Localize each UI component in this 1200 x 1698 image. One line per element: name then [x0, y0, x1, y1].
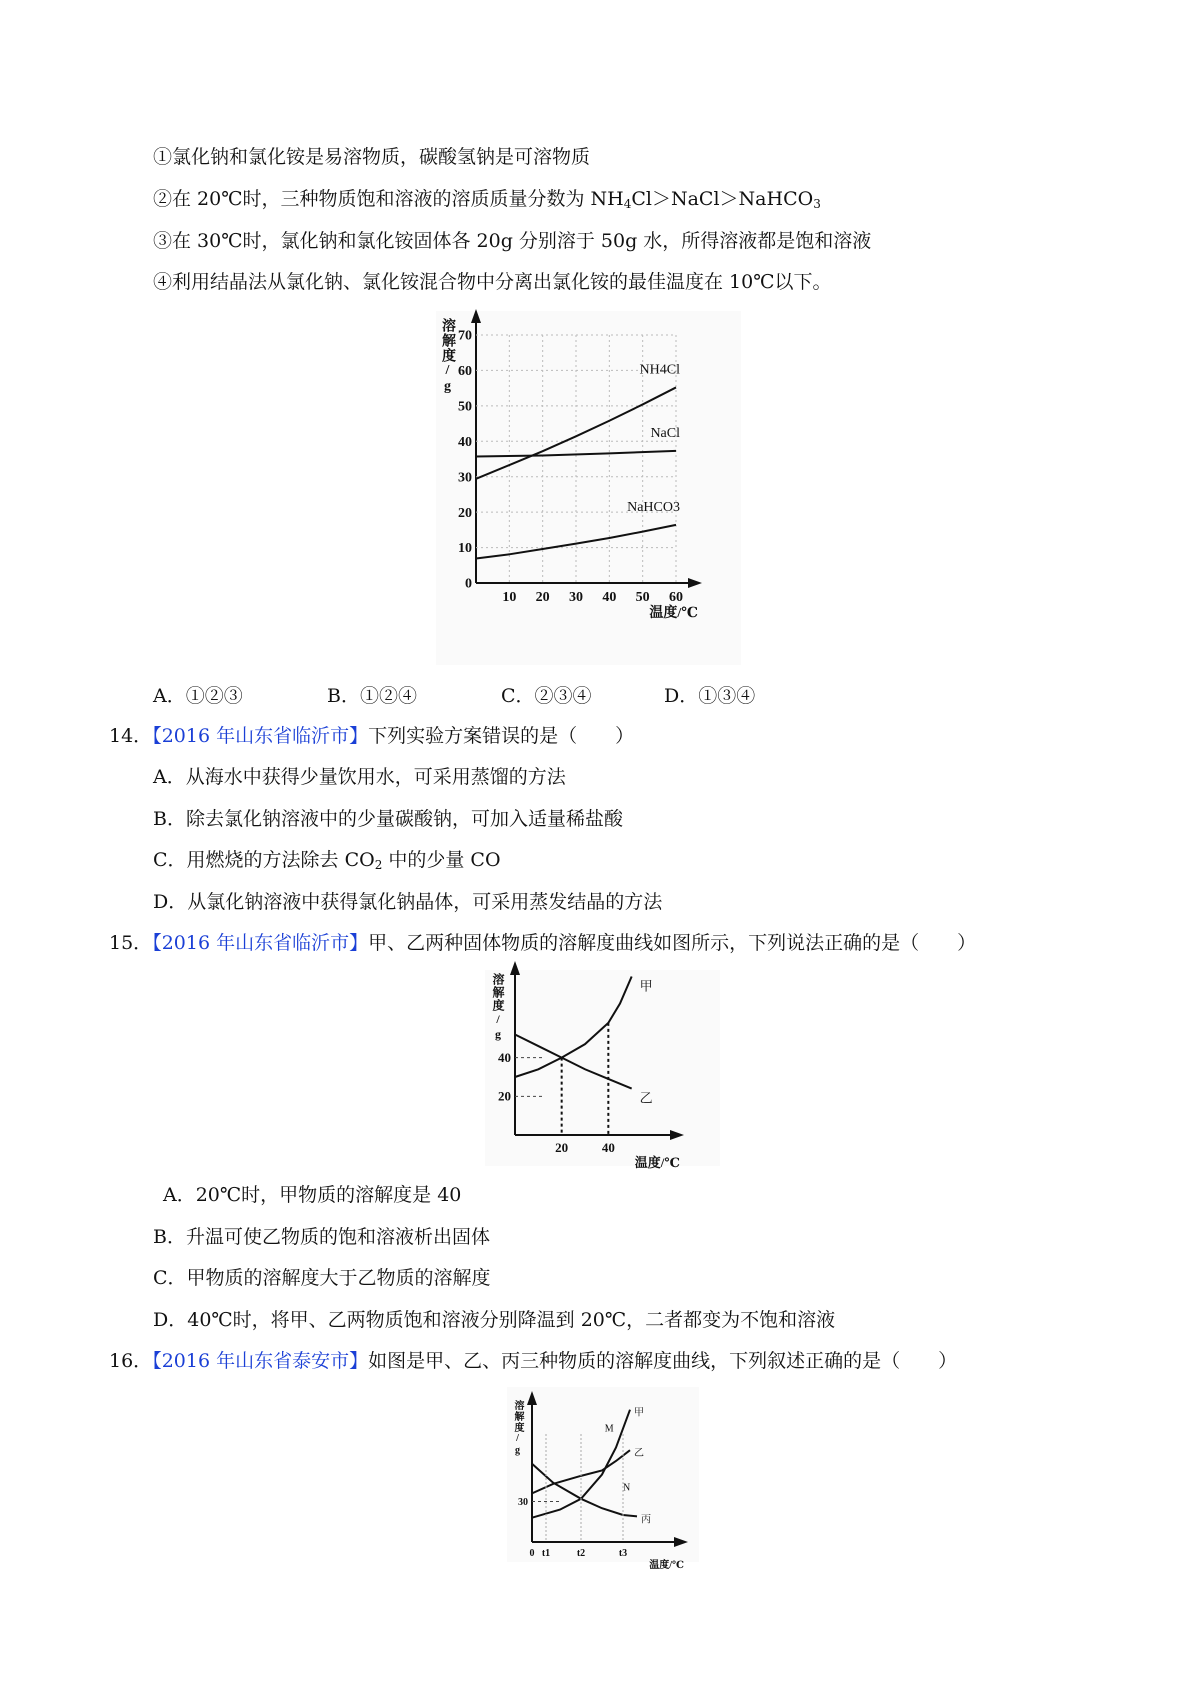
q14-option-d: D．从氯化钠溶液中获得氯化钠晶体，可采用蒸发结晶的方法	[153, 891, 663, 913]
series-line-2	[532, 1464, 637, 1517]
statement-3: ③在 30℃时，氯化钠和氯化铵固体各 20g 分别溶于 50g 水，所得溶液都是饱和溶液	[153, 230, 872, 252]
question-number: 14．	[109, 725, 153, 747]
q15-option-a: A．20℃时，甲物质的溶解度是 40	[163, 1184, 462, 1206]
y-axis-label: 溶解度/g	[512, 1400, 523, 1457]
x-tick-label: 10	[502, 590, 517, 605]
question-number: 16．	[109, 1350, 153, 1372]
option-b: B．①②④	[327, 685, 417, 707]
series-label: 乙	[634, 1448, 644, 1460]
question-source: 【2016 年山东省临沂市】	[152, 725, 369, 747]
x-tick-label: 0	[529, 1548, 535, 1559]
subscript: 4	[623, 197, 632, 211]
series-label: NaHCO3	[627, 499, 680, 515]
point-label-n: N	[623, 1482, 631, 1494]
option-c: C．②③④	[501, 685, 592, 707]
q15-option-c: C．甲物质的溶解度大于乙物质的溶解度	[153, 1267, 491, 1289]
option-d: D．①③④	[664, 685, 756, 707]
series-line-1	[515, 1034, 632, 1088]
y-axis-arrow-icon	[527, 1391, 537, 1405]
series-label: 甲	[639, 978, 653, 994]
y-tick-label: 30	[518, 1496, 528, 1508]
series-label: NaCl	[650, 425, 680, 441]
series-line-0	[515, 976, 632, 1077]
series-label: 丙	[641, 1514, 651, 1526]
question-source: 【2016 年山东省临沂市】	[152, 932, 369, 954]
x-axis-arrow-icon	[670, 1130, 684, 1140]
q14-option-b: B．除去氯化钠溶液中的少量碳酸钠，可加入适量稀盐酸	[153, 808, 623, 830]
x-tick-label: t2	[576, 1548, 586, 1559]
subscript: 2	[374, 858, 383, 872]
series-label: 甲	[634, 1407, 644, 1419]
option-a: A．①②③	[153, 685, 243, 707]
statement-4: ④利用结晶法从氯化钠、氯化铵混合物中分离出氯化铵的最佳温度在 10℃以下。	[153, 271, 832, 293]
x-axis-label: 温度/℃	[649, 606, 698, 621]
x-tick-label: 20	[555, 1140, 569, 1155]
question-number: 15．	[109, 932, 153, 954]
y-tick-label: 40	[498, 1050, 511, 1065]
x-axis-arrow-icon	[688, 578, 702, 588]
option-text: 中的少量 CO	[382, 849, 501, 871]
y-tick-label: 40	[458, 434, 472, 450]
y-axis-label: 溶解度/g	[440, 318, 455, 395]
y-axis-label: 溶解度/g	[491, 973, 505, 1042]
y-axis-arrow-icon	[510, 961, 520, 975]
question-stem: 下列实验方案错误的是（ ）	[368, 725, 635, 747]
question-source: 【2016 年山东省泰安市】	[152, 1350, 369, 1372]
y-tick-label: 0	[465, 576, 472, 592]
x-axis-arrow-icon	[674, 1537, 688, 1547]
y-tick-label: 20	[498, 1088, 511, 1104]
q15-option-d: D．40℃时，将甲、乙两物质饱和溶液分别降温到 20℃，二者都变为不饱和溶液	[153, 1309, 836, 1331]
question-16	[109, 1349, 957, 1373]
x-tick-label: t1	[541, 1548, 551, 1559]
solubility-chart-3	[507, 1387, 699, 1571]
q14-option-c	[153, 848, 501, 872]
statement-2	[153, 187, 821, 211]
y-tick-label: 50	[458, 399, 472, 415]
x-tick-label: t3	[618, 1548, 628, 1559]
x-tick-label: 60	[669, 590, 683, 605]
x-tick-label: 20	[535, 590, 550, 605]
subscript: 3	[813, 197, 821, 211]
y-axis-arrow-icon	[471, 309, 481, 323]
option-text: C．用燃烧的方法除去 CO	[153, 849, 375, 871]
statement-1: ①氯化钠和氯化铵是易溶物质，碳酸氢钠是可溶物质	[153, 146, 591, 168]
x-tick-label: 40	[602, 590, 617, 605]
x-axis-label: 温度/℃	[634, 1155, 680, 1170]
solubility-chart-1	[436, 311, 741, 665]
point-label-m: M	[604, 1423, 614, 1435]
y-tick-label: 20	[458, 505, 472, 521]
question-15	[109, 931, 976, 955]
y-tick-label: 30	[458, 470, 472, 486]
statement-2-text: Cl＞NaCl＞NaHCO	[631, 188, 814, 210]
solubility-chart-2	[485, 970, 720, 1170]
question-stem: 甲、乙两种固体物质的溶解度曲线如图所示，下列说法正确的是（ ）	[368, 932, 977, 954]
x-tick-label: 40	[601, 1140, 615, 1155]
y-tick-label: 60	[458, 364, 472, 380]
y-tick-label: 70	[458, 328, 472, 344]
x-tick-label: 50	[635, 590, 650, 605]
x-tick-label: 30	[569, 590, 583, 605]
y-tick-label: 10	[458, 541, 472, 557]
question-stem: 如图是甲、乙、丙三种物质的溶解度曲线，下列叙述正确的是（ ）	[368, 1350, 958, 1372]
series-label: 乙	[639, 1090, 653, 1106]
q14-option-a: A．从海水中获得少量饮用水，可采用蒸馏的方法	[153, 766, 566, 788]
x-axis-label: 温度/℃	[649, 1560, 684, 1571]
statement-2-text: ②在 20℃时，三种物质饱和溶液的溶质质量分数为 NH	[153, 188, 624, 210]
q15-option-b: B．升温可使乙物质的饱和溶液析出固体	[153, 1226, 490, 1248]
series-label: NH4Cl	[639, 362, 680, 378]
question-14	[109, 724, 634, 748]
